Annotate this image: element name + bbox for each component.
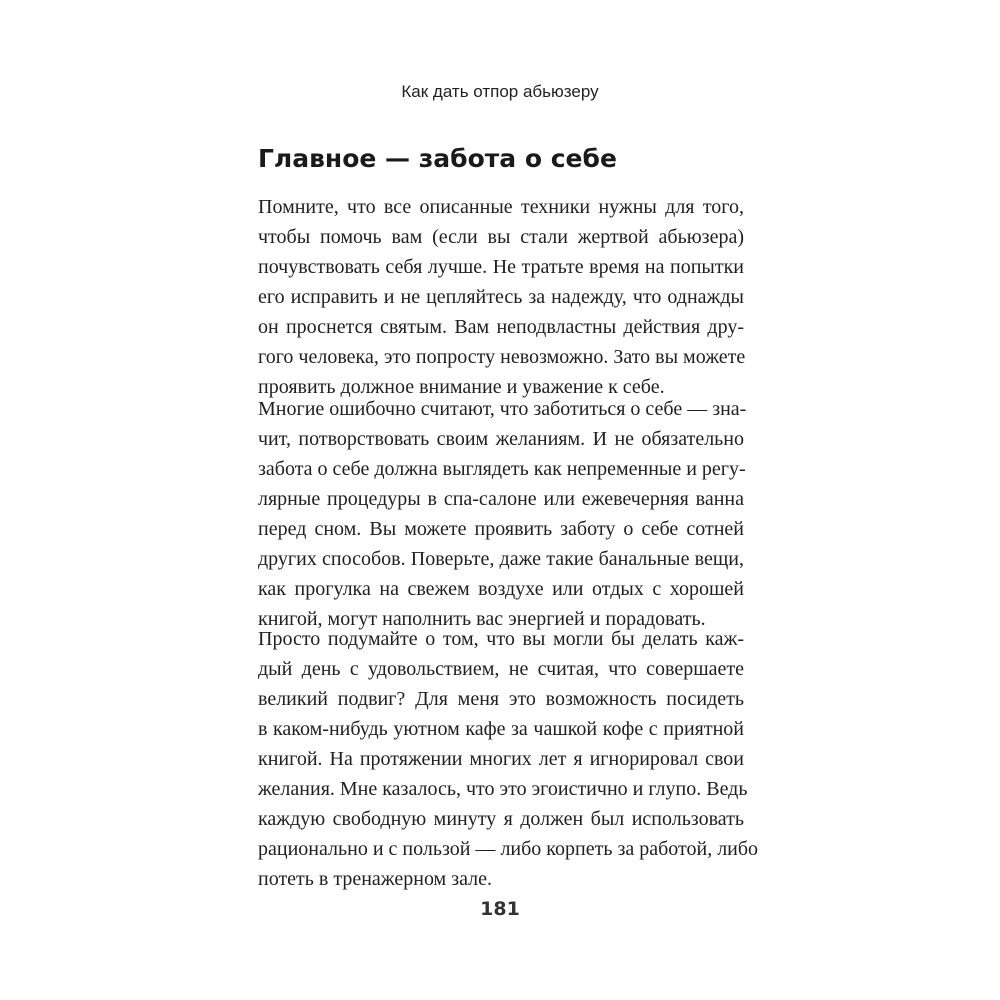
text-line: перед сном. Вы можете проявить заботу о себе сотней bbox=[258, 518, 744, 540]
text-line: потеть в тренажерном зале. bbox=[258, 868, 493, 890]
text-line: Просто подумайте о том, что вы могли бы делать каж- bbox=[258, 628, 744, 650]
text-line: Помните, что все описанные техники нужны для того, bbox=[258, 196, 744, 218]
paragraph-2 bbox=[258, 394, 747, 634]
page-number: 181 bbox=[480, 898, 520, 920]
chapter-title: Главное — забота о себе bbox=[258, 144, 617, 173]
text-line: великий подвиг? Для меня это возможность посидеть bbox=[258, 688, 744, 710]
paragraph-1 bbox=[258, 192, 744, 402]
text-line: почувствовать себя лучше. Не тратьте время на попытки bbox=[258, 256, 744, 278]
text-line: других способов. Поверьте, даже такие банальные вещи, bbox=[258, 548, 744, 570]
text-line: проявить должное внимание и уважение к себе. bbox=[258, 376, 665, 398]
text-line: желания. Мне казалось, что это эгоистично и глупо. Ведь bbox=[258, 778, 748, 800]
text-line: дый день с удовольствием, не считая, что совершаете bbox=[258, 658, 744, 680]
text-line: его исправить и не цепляйтесь за надежду, что однажды bbox=[258, 286, 744, 308]
text-line: чтобы помочь вам (если вы стали жертвой абьюзера) bbox=[258, 226, 744, 248]
text-line: он проснется святым. Вам неподвластны действия дру- bbox=[258, 316, 744, 338]
text-line: забота о себе должна выглядеть как непременные и регу- bbox=[258, 458, 746, 480]
text-line: в каком-нибудь уютном кафе за чашкой кофе с приятной bbox=[258, 718, 744, 740]
text-line: как прогулка на свежем воздухе или отдых с хорошей bbox=[258, 578, 744, 600]
text-line: книгой, могут наполнить вас энергией и порадовать. bbox=[258, 608, 706, 630]
text-line: Многие ошибочно считают, что заботиться о себе — зна- bbox=[258, 398, 747, 420]
running-head: Как дать отпор абьюзеру bbox=[401, 82, 599, 101]
text-line: чит, потворствовать своим желаниям. И не обязательно bbox=[258, 428, 744, 450]
text-line: каждую свободную минуту я должен был использовать bbox=[258, 808, 744, 830]
text-line: лярные процедуры в спа-салоне или ежевечерняя ванна bbox=[258, 488, 744, 510]
text-line: гого человека, это попросту невозможно. Зато вы можете bbox=[258, 346, 746, 368]
paragraph-3 bbox=[258, 624, 759, 894]
text-line: книгой. На протяжении многих лет я игнорировал свои bbox=[258, 748, 744, 770]
text-line: рационально и с пользой — либо корпеть за работой, либо bbox=[258, 838, 759, 860]
